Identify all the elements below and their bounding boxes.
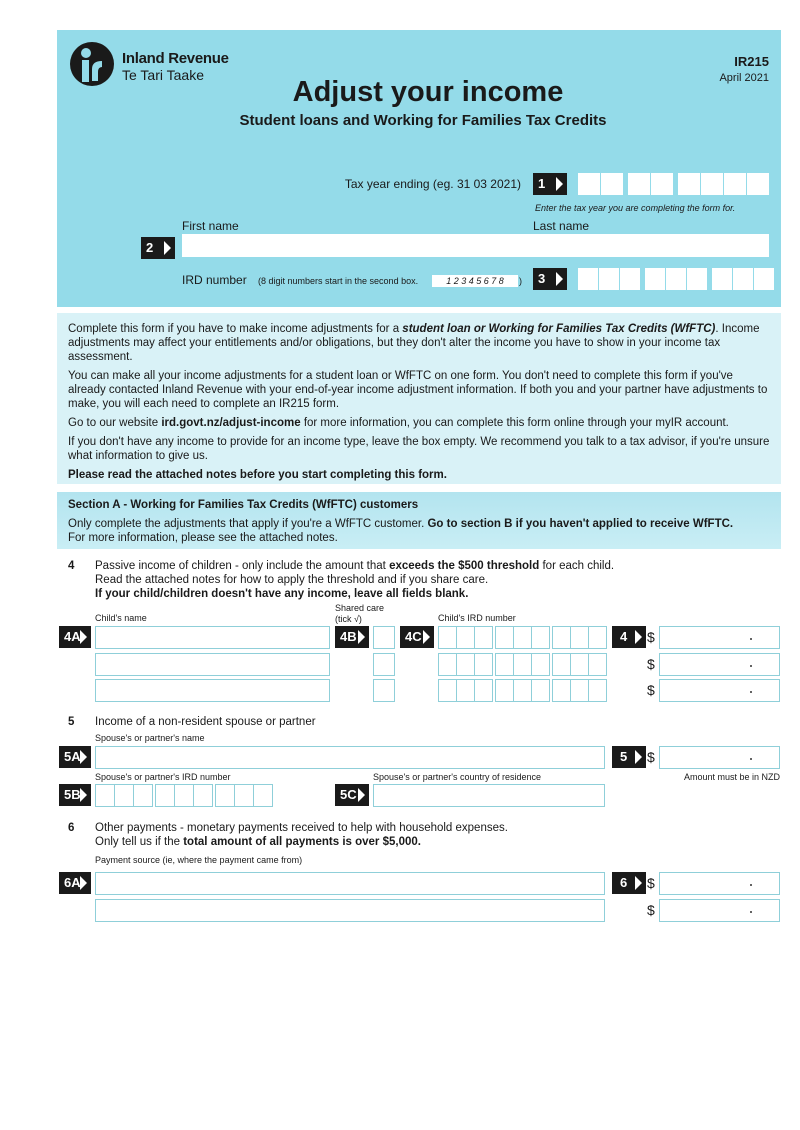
amount-input[interactable] <box>659 626 780 649</box>
child-ird-digit-box[interactable] <box>474 653 493 676</box>
badge-4: 4 <box>612 626 646 648</box>
badge-4c: 4C <box>400 626 434 648</box>
spouse-country-input[interactable] <box>373 784 605 807</box>
child-name-label: Child's name <box>95 613 147 623</box>
amount-input[interactable] <box>659 679 780 702</box>
info-text: for more information, you can complete this form online through your myIR account. <box>300 417 729 429</box>
info-text: If you don't have any income to provide for an income type, leave the box empty. We recommend you talk to a tax advisor, if you're unsure what information to give us. <box>68 436 770 462</box>
info-text: Complete this form if you have to make income adjustments for a <box>68 323 403 335</box>
badge-2: 2 <box>141 237 175 259</box>
child-ird-digit-box[interactable] <box>474 679 493 702</box>
currency-symbol: $ <box>647 656 655 672</box>
child-ird-digit-box[interactable] <box>438 653 457 676</box>
child-ird-digit-box[interactable] <box>456 626 475 649</box>
badge-4b: 4B <box>335 626 369 648</box>
form-date: April 2021 <box>719 72 769 84</box>
badge-6: 6 <box>612 872 646 894</box>
spouse-ird-digit-box[interactable] <box>193 784 213 807</box>
form-code: IR215 <box>734 54 769 69</box>
page-subtitle: Student loans and Working for Families Tax Credits <box>239 112 607 129</box>
q4-text <box>95 559 614 601</box>
spouse-ird-digit-box[interactable] <box>174 784 194 807</box>
currency-symbol: $ <box>647 629 655 645</box>
spouse-name-label: Spouse's or partner's name <box>95 733 205 743</box>
q6-line2-bold: total amount of all payments is over $5,000. <box>183 836 421 848</box>
digit-box[interactable] <box>687 268 708 290</box>
spouse-name-input[interactable] <box>95 746 605 769</box>
section-a-text: Only complete the adjustments that apply if you're a WfFTC customer. <box>68 518 428 530</box>
ird-sample: 1 2 3 4 5 6 7 8 <box>432 275 518 287</box>
decimal-point <box>750 758 752 760</box>
badge-6a: 6A <box>59 872 91 894</box>
child-ird-digit-box[interactable] <box>552 626 571 649</box>
q6-line2: Only tell us if the <box>95 836 184 848</box>
ird-number-label: IRD number <box>182 273 247 287</box>
digit-box[interactable] <box>678 173 701 195</box>
section-a-title: Section A - Working for Families Tax Credits (WfFTC) customers <box>68 499 419 511</box>
child-ird-digit-box[interactable] <box>438 626 457 649</box>
org-maori-name: Te Tari Taake <box>122 67 204 83</box>
child-ird-digit-box[interactable] <box>552 679 571 702</box>
page-title: Adjust your income <box>292 76 564 108</box>
decimal-point <box>750 691 752 693</box>
q6-number: 6 <box>68 822 75 834</box>
q6-text <box>95 821 508 849</box>
decimal-point <box>750 884 752 886</box>
spouse-ird-digit-box[interactable] <box>234 784 254 807</box>
shared-care-label: Shared care <box>335 603 385 613</box>
q4-line3: If your child/children doesn't have any income, leave all fields blank. <box>95 588 469 600</box>
info-notice: Please read the attached notes before you start completing this form. <box>68 469 447 481</box>
website-link[interactable]: ird.govt.nz/adjust-income <box>161 417 301 429</box>
child-ird-digit-box[interactable] <box>513 626 532 649</box>
info-text: . Income adjustments may affect your entitlements and/or obligations, but they don't alter the income you have to show in your income tax assessment. <box>68 323 760 363</box>
badge-5c: 5C <box>335 784 369 806</box>
digit-box[interactable] <box>747 173 770 195</box>
currency-symbol: $ <box>647 875 655 891</box>
payment-source-label: Payment source (ie, where the payment came from) <box>95 855 303 865</box>
decimal-point <box>750 911 752 913</box>
info-text: You can make all your income adjustments for a student loan or WfFTC on one form. You don't need to complete this form if you've already contacted Inland Revenue with your end-of-year income adjustment information. If both you and your partner have adjustments to make, you will each need to complete an IR215 form. <box>68 370 768 410</box>
child-ird-digit-box[interactable] <box>456 679 475 702</box>
amount-input[interactable] <box>659 899 780 922</box>
section-a-panel <box>57 492 781 549</box>
child-name-input[interactable] <box>95 626 330 649</box>
section-a-emphasis: Go to section B if you haven't applied to receive WfFTC. <box>427 518 734 530</box>
q4-line2: Read the attached notes for how to apply the threshold and if you share care. <box>95 574 489 586</box>
first-name-label: First name <box>182 219 239 233</box>
decimal-point <box>750 638 752 640</box>
q5-number: 5 <box>68 716 75 728</box>
spouse-ird-label: Spouse's or partner's IRD number <box>95 772 231 782</box>
payment-source-input[interactable] <box>95 899 605 922</box>
digit-box[interactable] <box>712 268 733 290</box>
spouse-country-label: Spouse's or partner's country of residence <box>373 772 542 782</box>
spouse-ird-digit-box[interactable] <box>133 784 153 807</box>
child-ird-digit-box[interactable] <box>495 679 514 702</box>
amount-input[interactable] <box>659 653 780 676</box>
child-ird-digit-box[interactable] <box>531 626 550 649</box>
currency-symbol: $ <box>647 902 655 918</box>
info-panel <box>57 313 781 484</box>
child-ird-digit-box[interactable] <box>588 626 607 649</box>
child-ird-digit-box[interactable] <box>531 653 550 676</box>
tax-year-note: Enter the tax year you are completing the form for. <box>535 203 736 213</box>
child-name-input[interactable] <box>95 679 330 702</box>
digit-box[interactable] <box>601 173 624 195</box>
digit-box[interactable] <box>724 173 747 195</box>
q4-text-c: for each child. <box>539 560 615 572</box>
name-input[interactable] <box>182 234 769 257</box>
child-ird-digit-box[interactable] <box>456 653 475 676</box>
spouse-ird-digit-box[interactable] <box>155 784 175 807</box>
child-ird-digit-box[interactable] <box>438 679 457 702</box>
tax-year-label: Tax year ending (eg. 31 03 2021) <box>344 177 521 191</box>
badge-5: 5 <box>612 746 646 768</box>
digit-box[interactable] <box>754 268 775 290</box>
org-name: Inland Revenue <box>122 50 229 67</box>
amount-input[interactable] <box>659 872 780 895</box>
child-ird-digit-box[interactable] <box>570 626 589 649</box>
child-ird-digit-box[interactable] <box>570 653 589 676</box>
child-ird-digit-box[interactable] <box>588 653 607 676</box>
child-name-input[interactable] <box>95 653 330 676</box>
child-ird-digit-box[interactable] <box>552 653 571 676</box>
badge-5b: 5B <box>59 784 91 806</box>
child-ird-digit-box[interactable] <box>588 679 607 702</box>
badge-5a: 5A <box>59 746 91 768</box>
digit-box[interactable] <box>599 268 620 290</box>
child-ird-label: Child's IRD number <box>438 613 516 623</box>
child-ird-digit-box[interactable] <box>495 653 514 676</box>
info-text: Go to our website <box>68 417 162 429</box>
currency-symbol: $ <box>647 749 655 765</box>
q5-text: Income of a non-resident spouse or partner <box>95 716 316 728</box>
digit-box[interactable] <box>628 173 651 195</box>
spouse-ird-digit-box[interactable] <box>215 784 235 807</box>
badge-1: 1 <box>533 173 567 195</box>
badge-3: 3 <box>533 268 567 290</box>
badge-4a: 4A <box>59 626 91 648</box>
digit-box[interactable] <box>701 173 724 195</box>
digit-box[interactable] <box>666 268 687 290</box>
info-emphasis: student loan or Working for Families Tax Credits (WfFTC) <box>402 323 716 335</box>
q4-text-a: Passive income of children - only include the amount that <box>95 560 390 572</box>
digit-box[interactable] <box>733 268 754 290</box>
q4-number: 4 <box>68 560 75 572</box>
child-ird-digit-box[interactable] <box>513 679 532 702</box>
spouse-ird-digit-box[interactable] <box>253 784 273 807</box>
digit-box[interactable] <box>645 268 666 290</box>
currency-symbol: $ <box>647 682 655 698</box>
shared-care-checkbox[interactable] <box>373 679 395 702</box>
last-name-label: Last name <box>533 219 590 233</box>
spouse-income-amount-input[interactable] <box>659 746 780 769</box>
child-ird-digit-box[interactable] <box>495 626 514 649</box>
digit-box[interactable] <box>578 268 599 290</box>
spouse-ird-digit-box[interactable] <box>114 784 134 807</box>
child-ird-digit-box[interactable] <box>531 679 550 702</box>
nzd-note: Amount must be in NZD <box>683 772 780 782</box>
q6-line1: Other payments - monetary payments received to help with household expenses. <box>95 822 508 834</box>
digit-box[interactable] <box>578 173 601 195</box>
q4-text-b: exceeds the $500 threshold <box>389 560 540 572</box>
shared-care-checkbox[interactable] <box>373 626 395 649</box>
shared-care-checkbox[interactable] <box>373 653 395 676</box>
digit-box[interactable] <box>620 268 641 290</box>
ird-note-close: ) <box>519 276 522 286</box>
shared-care-tick-label: (tick √) <box>335 614 362 624</box>
child-ird-digit-box[interactable] <box>474 626 493 649</box>
child-ird-digit-box[interactable] <box>513 653 532 676</box>
section-a-text: For more information, please see the attached notes. <box>68 532 338 544</box>
decimal-point <box>750 665 752 667</box>
payment-source-input[interactable] <box>95 872 605 895</box>
child-ird-digit-box[interactable] <box>570 679 589 702</box>
digit-box[interactable] <box>651 173 674 195</box>
spouse-ird-digit-box[interactable] <box>95 784 115 807</box>
ird-note: (8 digit numbers start in the second box. <box>258 276 419 286</box>
